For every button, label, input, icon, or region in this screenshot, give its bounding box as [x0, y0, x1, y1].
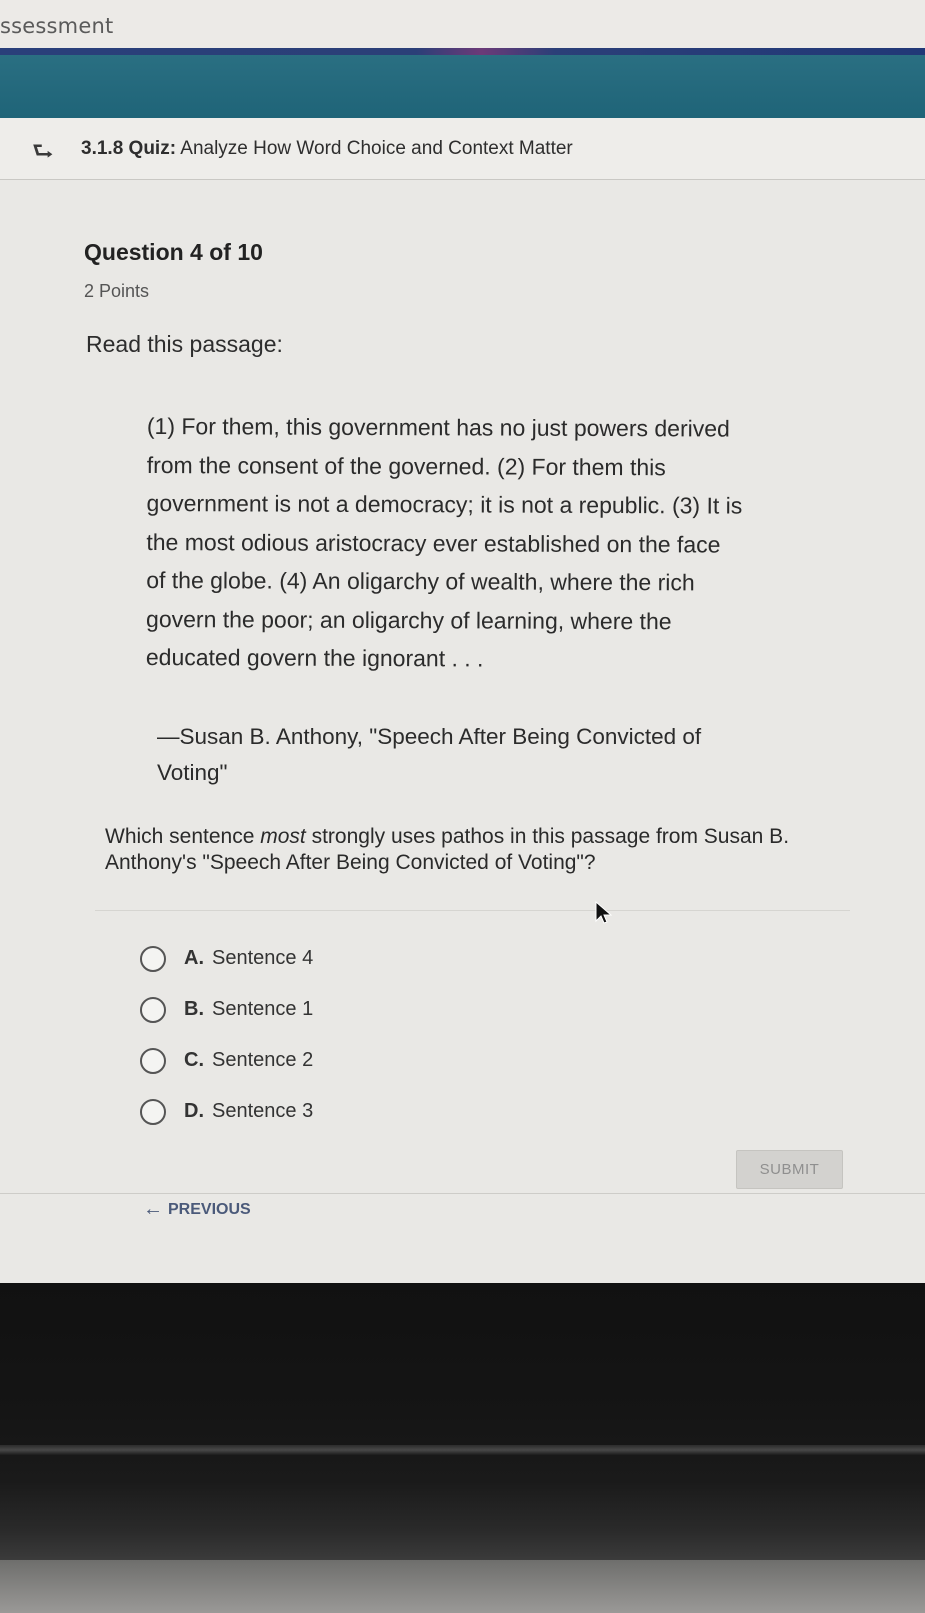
arrow-left-icon: ← — [143, 1198, 163, 1220]
stem-text: strongly uses pathos in this passage from Susan B. Anthony's "Speech After Being Convicted of Voting"? — [105, 825, 790, 874]
passage-line: of the globe. (4) An oligarchy of wealth, where the rich — [146, 566, 695, 596]
attribution-line: —Susan B. Anthony, "Speech After Being Convicted of — [157, 724, 702, 749]
question-panel — [0, 181, 925, 1221]
question-points: 2 Points — [84, 281, 150, 301]
quiz-name: Analyze How Word Choice and Context Matter — [180, 138, 573, 159]
question-number: Question 4 of 10 — [84, 239, 263, 265]
footer-divider — [0, 1193, 925, 1194]
option-letter: D. — [184, 1100, 204, 1122]
radio-icon[interactable] — [140, 946, 166, 972]
passage-line: educated govern the ignorant . . . — [145, 643, 484, 672]
mouse-pointer-icon — [594, 901, 612, 925]
quiz-number: 3.1.8 Quiz: — [81, 138, 177, 159]
answer-option-d[interactable] — [140, 1086, 640, 1137]
up-arrow-icon[interactable]: ⮑ — [32, 138, 54, 165]
divider — [95, 910, 850, 911]
laptop-keyboard-edge — [0, 1560, 925, 1613]
option-text: Sentence 3 — [212, 1100, 314, 1122]
option-letter: A. — [184, 947, 204, 969]
passage-line: (1) For them, this government has no just powers derived — [146, 412, 730, 442]
option-letter: B. — [184, 998, 204, 1020]
stem-text: Which sentence — [105, 825, 261, 848]
answer-options — [140, 933, 640, 1137]
radio-icon[interactable] — [140, 997, 166, 1023]
option-text: Sentence 4 — [212, 947, 314, 969]
radio-icon[interactable] — [140, 1048, 166, 1074]
answer-option-b[interactable] — [140, 984, 640, 1035]
passage — [146, 407, 807, 679]
question-intro: Read this passage: — [86, 331, 283, 357]
previous-label: PREVIOUS — [168, 1200, 251, 1218]
passage-line: from the consent of the governed. (2) For them this — [146, 451, 666, 480]
brand-stripe — [0, 48, 925, 55]
option-text: Sentence 1 — [212, 998, 314, 1020]
stem-emphasis: most — [260, 825, 306, 848]
previous-button[interactable] — [143, 1198, 251, 1221]
question-stem — [105, 824, 845, 876]
browser-tab-strip — [0, 0, 925, 48]
radio-icon[interactable] — [140, 1099, 166, 1125]
passage-line: the most odious aristocracy ever established on the face — [146, 528, 721, 558]
submit-button[interactable]: SUBMIT — [736, 1150, 843, 1189]
passage-line: govern the poor; an oligarchy of learning, where the — [146, 605, 672, 634]
attribution-line: Voting" — [157, 760, 228, 785]
quiz-header — [0, 118, 925, 180]
passage-line: government is not a democracy; it is not a republic. (3) It is — [146, 489, 743, 519]
option-text: Sentence 2 — [212, 1049, 314, 1071]
brand-banner — [0, 55, 925, 118]
browser-tab-title[interactable]: ssessment — [0, 14, 114, 38]
quiz-title — [81, 138, 573, 160]
answer-option-c[interactable] — [140, 1035, 640, 1086]
option-letter: C. — [184, 1049, 204, 1071]
laptop-hinge — [0, 1445, 925, 1455]
answer-option-a[interactable] — [140, 933, 640, 984]
passage-attribution — [157, 719, 777, 791]
